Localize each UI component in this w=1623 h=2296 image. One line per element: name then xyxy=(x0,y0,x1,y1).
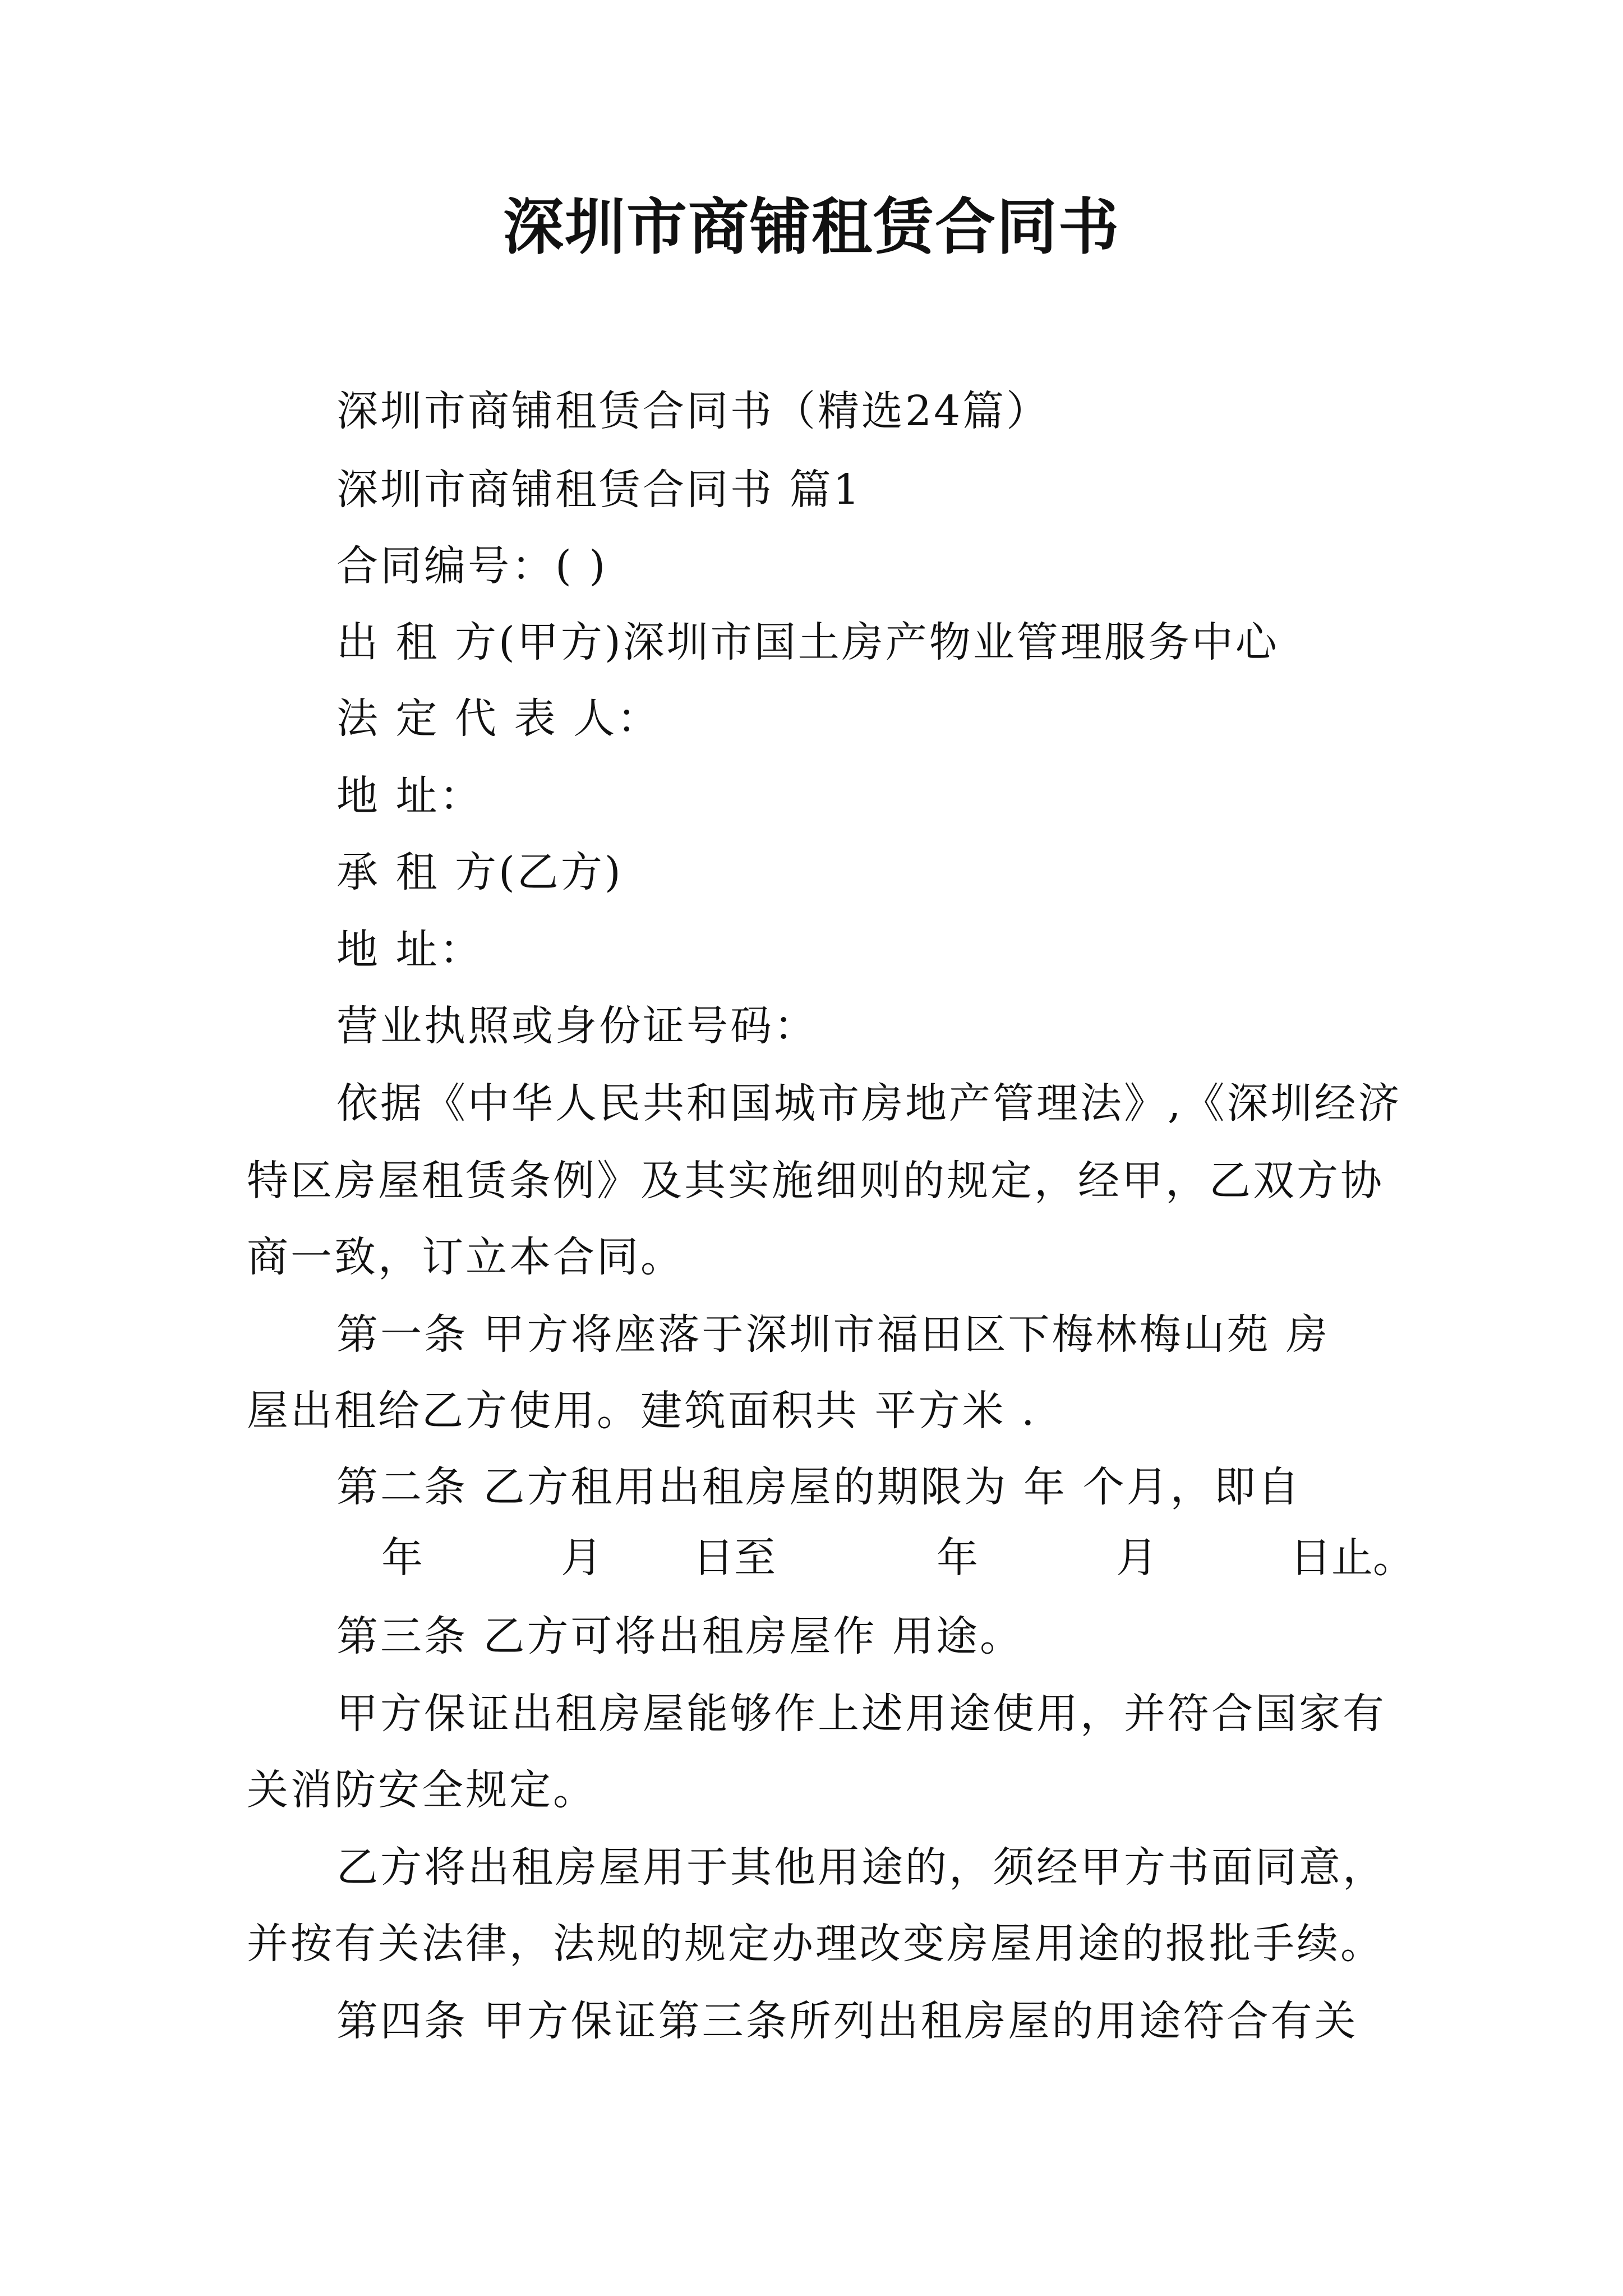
subtitle-line: 深圳市商铺租赁合同书（精选24篇） xyxy=(336,387,1050,435)
lessor-address-line: 地 址： xyxy=(336,772,483,820)
date-row xyxy=(247,1527,1414,1589)
paragraph-line: 特区房屋租赁条例》及其实施细则的规定，经甲，乙双方协 xyxy=(247,1157,1384,1205)
lessor-line: 出 租 方(甲方)深圳市国土房产物业管理服务中心 xyxy=(336,618,1279,666)
section-heading: 深圳市商铺租赁合同书 篇1 xyxy=(336,466,862,514)
article-4-line: 第四条 甲方保证第三条所列出租房屋的用途符合有关 xyxy=(336,1997,1358,2045)
date-year-end: 年 xyxy=(937,1534,978,1582)
date-day-start: 日至 xyxy=(693,1534,776,1582)
paragraph-line: 依据《中华人民共和国城市房地产管理法》,《深圳经济 xyxy=(336,1079,1402,1128)
document-title: 深圳市商铺租赁合同书 xyxy=(502,192,1120,263)
lessee-address-line: 地 址： xyxy=(336,926,483,974)
paragraph-line: 屋出租给乙方使用。建筑面积共 平方米 . xyxy=(247,1387,1037,1435)
article-3-line: 第三条 乙方可将出租房屋作 用途。 xyxy=(336,1612,1024,1660)
paragraph-line: 关消防安全规定。 xyxy=(247,1766,597,1814)
contract-number-line: 合同编号：( ) xyxy=(336,542,608,590)
lessee-line: 承 租 方(乙方) xyxy=(336,848,623,896)
paragraph-line: 乙方将出租房屋用于其他用途的，须经甲方书面同意， xyxy=(336,1843,1386,1892)
date-month-end: 月 xyxy=(1116,1534,1158,1582)
article-1-line: 第一条 甲方将座落于深圳市福田区下梅林梅山苑 房 xyxy=(336,1310,1330,1359)
legal-rep-line: 法 定 代 表 人： xyxy=(336,694,661,743)
license-id-line: 营业执照或身份证号码： xyxy=(336,1002,818,1050)
date-month-start: 月 xyxy=(561,1534,602,1582)
article-2-line: 第二条 乙方租用出租房屋的期限为 年 个月，即自 xyxy=(336,1463,1302,1511)
paragraph-line: 商一致，订立本合同。 xyxy=(247,1233,684,1281)
date-day-end: 日止。 xyxy=(1290,1534,1414,1582)
date-year-start: 年 xyxy=(381,1534,423,1582)
paragraph-line: 甲方保证出租房屋能够作上述用途使用，并符合国家有 xyxy=(336,1690,1386,1738)
paragraph-line: 并按有关法律，法规的规定办理改变房屋用途的报批手续。 xyxy=(247,1920,1384,1968)
